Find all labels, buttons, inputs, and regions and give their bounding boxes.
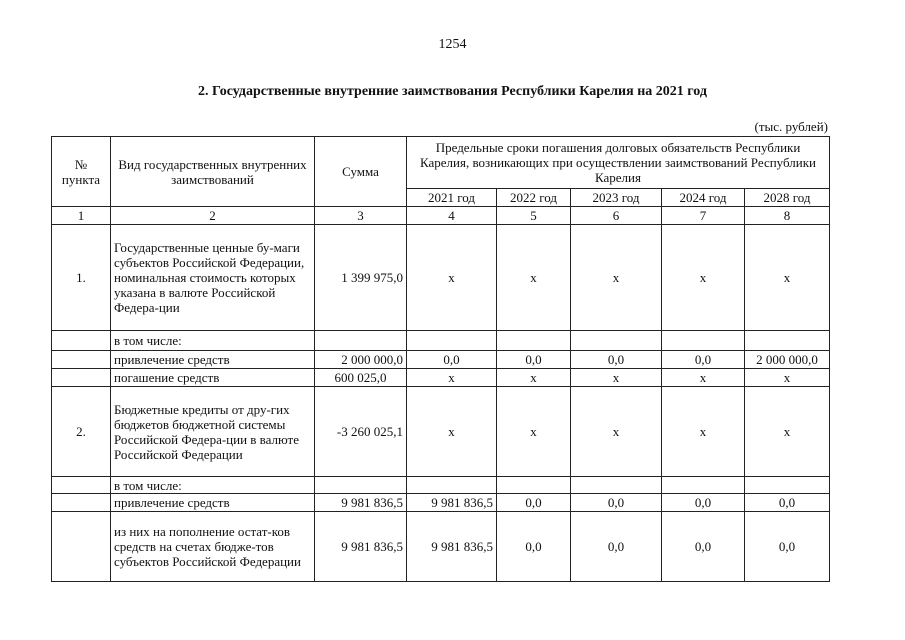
row-year-value: х [407, 369, 497, 387]
header-year: 2021 год [407, 189, 497, 207]
row-year-value: х [662, 369, 745, 387]
row-name: привлечение средств [111, 351, 315, 369]
row-sum: 600 025,0 [315, 369, 407, 387]
document-title: 2. Государственные внутренние заимствования Республики Карелия на 2021 год [198, 84, 707, 99]
index-cell: 2 [111, 207, 315, 225]
index-cell: 3 [315, 207, 407, 225]
row-year-value: 0,0 [497, 351, 571, 369]
row-sum: -3 260 025,1 [315, 387, 407, 477]
header-num: № пункта [52, 137, 111, 207]
row-year-value [497, 477, 571, 494]
row-year-value [407, 331, 497, 351]
row-num [52, 369, 111, 387]
row-num [52, 512, 111, 582]
index-cell: 1 [52, 207, 111, 225]
row-year-value: 0,0 [571, 494, 662, 512]
row-year-value: х [571, 387, 662, 477]
index-row [52, 207, 830, 225]
row-year-value: 9 981 836,5 [407, 512, 497, 582]
index-cell: 4 [407, 207, 497, 225]
row-year-value: 0,0 [407, 351, 497, 369]
row-name: из них на пополнение остат-ков средств на счетах бюдже-тов субъектов Российской Федерации [111, 512, 315, 582]
header-sum: Сумма [315, 137, 407, 207]
table-row [52, 387, 830, 477]
row-year-value: х [745, 387, 830, 477]
row-year-value [571, 331, 662, 351]
row-year-value: х [745, 369, 830, 387]
row-sum: 9 981 836,5 [315, 494, 407, 512]
borrowings-table [51, 136, 830, 582]
units-label: (тыс. рублей) [754, 119, 828, 134]
row-year-value [745, 477, 830, 494]
row-year-value: 2 000 000,0 [745, 351, 830, 369]
header-terms: Предельные сроки погашения долговых обязательств Республики Карелия, возникающих при осуществлении заимствований Республики Карелия [407, 137, 830, 189]
row-num [52, 494, 111, 512]
row-year-value: х [662, 225, 745, 331]
row-year-value: 0,0 [571, 512, 662, 582]
row-name: в том числе: [111, 331, 315, 351]
row-year-value: х [407, 225, 497, 331]
row-num [52, 351, 111, 369]
header-year: 2022 год [497, 189, 571, 207]
header-year: 2024 год [662, 189, 745, 207]
row-sum: 2 000 000,0 [315, 351, 407, 369]
row-year-value: х [497, 225, 571, 331]
index-cell: 7 [662, 207, 745, 225]
header-type: Вид государственных внутренних заимствований [111, 137, 315, 207]
row-name: Бюджетные кредиты от дру-гих бюджетов бюджетной системы Российской Федера-ции в валюте Российской Федерации [111, 387, 315, 477]
row-year-value: 0,0 [745, 512, 830, 582]
row-year-value: х [407, 387, 497, 477]
row-year-value: 0,0 [745, 494, 830, 512]
row-year-value: 9 981 836,5 [407, 494, 497, 512]
row-num: 2. [52, 387, 111, 477]
row-year-value: 0,0 [571, 351, 662, 369]
table-row [52, 225, 830, 331]
row-year-value: х [662, 387, 745, 477]
page-number: 1254 [438, 37, 467, 52]
row-year-value: 0,0 [662, 512, 745, 582]
index-cell: 6 [571, 207, 662, 225]
row-name: погашение средств [111, 369, 315, 387]
header-row [52, 137, 830, 189]
row-year-value: х [497, 387, 571, 477]
row-year-value: х [497, 369, 571, 387]
row-year-value: 0,0 [497, 512, 571, 582]
row-year-value [497, 331, 571, 351]
table-row [52, 512, 830, 582]
row-year-value: х [571, 369, 662, 387]
row-year-value: 0,0 [497, 494, 571, 512]
table-row [52, 369, 830, 387]
index-cell: 5 [497, 207, 571, 225]
table-row [52, 494, 830, 512]
row-name: в том числе: [111, 477, 315, 494]
row-num [52, 477, 111, 494]
row-name: Государственные ценные бу-маги субъектов Российской Федерации, номинальная стоимость которых указана в валюте Российской Федера-ции [111, 225, 315, 331]
row-sum [315, 477, 407, 494]
table-row [52, 477, 830, 494]
table-row [52, 351, 830, 369]
row-year-value [571, 477, 662, 494]
row-name: привлечение средств [111, 494, 315, 512]
row-sum [315, 331, 407, 351]
row-sum: 1 399 975,0 [315, 225, 407, 331]
row-year-value [662, 331, 745, 351]
index-cell: 8 [745, 207, 830, 225]
row-year-value [407, 477, 497, 494]
row-sum: 9 981 836,5 [315, 512, 407, 582]
row-num [52, 331, 111, 351]
row-year-value [745, 331, 830, 351]
row-year-value: х [745, 225, 830, 331]
row-year-value: 0,0 [662, 351, 745, 369]
row-year-value: х [571, 225, 662, 331]
header-year: 2023 год [571, 189, 662, 207]
row-year-value: 0,0 [662, 494, 745, 512]
header-year: 2028 год [745, 189, 830, 207]
row-num: 1. [52, 225, 111, 331]
row-year-value [662, 477, 745, 494]
table-row [52, 331, 830, 351]
